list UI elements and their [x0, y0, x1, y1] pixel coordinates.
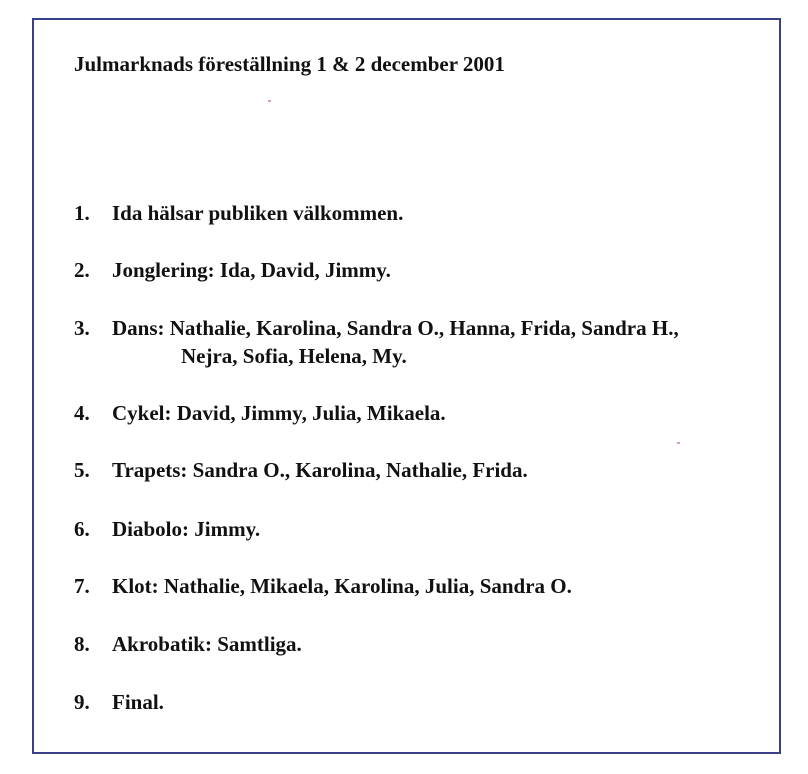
item-text: Klot: Nathalie, Mikaela, Karolina, Julia, Sandra O.: [112, 574, 572, 598]
item-text: Ida hälsar publiken välkommen.: [112, 201, 404, 225]
document-title: Julmarknads föreställning 1 & 2 december 2001: [74, 52, 505, 76]
program-item-5: [74, 458, 528, 483]
item-text: Jonglering: Ida, David, Jimmy.: [112, 258, 391, 282]
item-number: 4.: [74, 401, 90, 425]
item-number: 2.: [74, 258, 90, 282]
program-item-9: [74, 690, 164, 715]
item-text: Diabolo: Jimmy.: [112, 517, 261, 541]
paper-speck: [268, 100, 271, 102]
program-item-1: [74, 201, 403, 226]
item-number: 1.: [74, 201, 90, 225]
program-item-2: [74, 258, 391, 283]
item-number: 5.: [74, 458, 90, 482]
item-text: Akrobatik: Samtliga.: [112, 632, 302, 656]
item-text: Dans: Nathalie, Karolina, Sandra O., Hanna, Frida, Sandra H.,: [112, 316, 679, 340]
program-item-4: [74, 401, 446, 426]
program-item-3-continuation: Nejra, Sofia, Helena, My.: [181, 344, 407, 368]
item-number: 9.: [74, 690, 90, 714]
item-number: 8.: [74, 632, 90, 656]
item-text: Cykel: David, Jimmy, Julia, Mikaela.: [112, 401, 446, 425]
program-item-6: [74, 517, 260, 542]
item-number: 6.: [74, 517, 90, 541]
paper-speck: [677, 442, 680, 444]
program-item-7: [74, 574, 572, 599]
item-text: Final.: [112, 690, 164, 714]
item-number: 3.: [74, 316, 90, 340]
item-text: Trapets: Sandra O., Karolina, Nathalie, Frida.: [112, 458, 528, 482]
program-item-8: [74, 632, 302, 657]
item-number: 7.: [74, 574, 90, 598]
program-item-3: [74, 316, 679, 341]
